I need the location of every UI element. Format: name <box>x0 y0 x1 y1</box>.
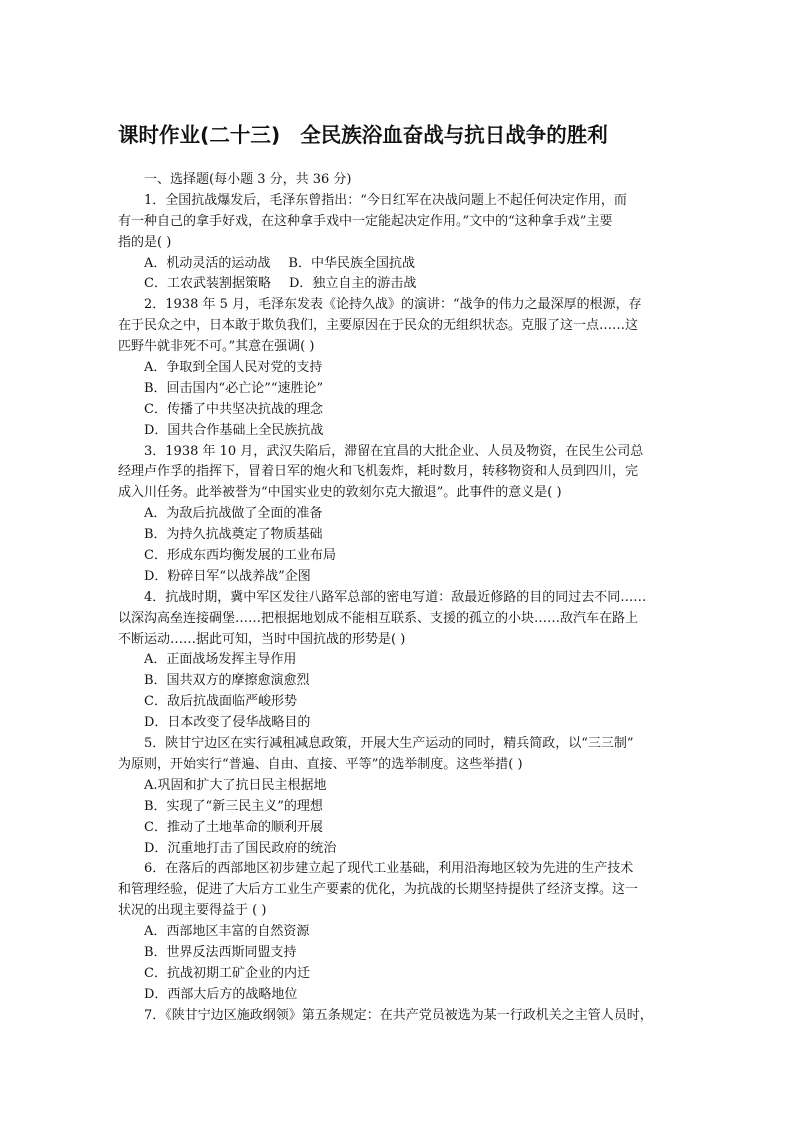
question-line: 5．陕甘宁边区在实行减租减息政策，开展大生产运动的同时，精兵简政，以“三三制” <box>144 736 634 752</box>
option-item: D．西部大后方的战略地位 <box>144 986 298 1002</box>
option-item: D．日本改变了侵华战略目的 <box>144 715 311 731</box>
question-line: 指的是( ) <box>118 234 172 250</box>
question-line: 6．在落后的西部地区初步建立起了现代工业基础，利用沿海地区较为先进的生产技术 <box>144 861 634 877</box>
title-main: 课时作业(二十三) <box>118 123 281 147</box>
question-line: 7．《陕甘宁边区施政纲领》第五条规定：在共产党员被选为某一行政机关之主管人员时， <box>144 1007 653 1023</box>
option-item: D．沉重地打击了国民政府的统治 <box>144 840 337 856</box>
option-item: A．西部地区丰富的自然资源 <box>144 924 310 940</box>
option-item: C．抗战初期工矿企业的内迁 <box>144 965 310 981</box>
question-line: 以深沟高垒连接碉堡……把根据地划成不能相互联系、支援的孤立的小块……敌汽车在路上 <box>118 610 639 626</box>
option-item: B．回击国内“必亡论”“速胜论” <box>144 380 324 396</box>
option-item: A．争取到全国人民对党的支持 <box>144 360 323 376</box>
option-row <box>118 254 678 275</box>
option-item: A.巩固和扩大了抗日民主根据地 <box>144 777 327 793</box>
option-item: C．传播了中共坚决抗战的理念 <box>144 401 323 417</box>
question-line: 在于民众之中，日本敢于欺负我们，主要原因在于民众的无组织状态。克服了这一点……这 <box>118 318 639 334</box>
option-item: B．为持久抗战奠定了物质基础 <box>144 527 323 543</box>
question-line: 4．抗战时期，冀中军区发往八路军总部的密电写道：敌最近修路的目的同过去不同…… <box>144 589 647 605</box>
option-item: C．推动了土地革命的顺利开展 <box>144 819 323 835</box>
option-item: D．国共合作基础上全民族抗战 <box>144 422 324 438</box>
question-line: 3．1938 年 10 月，武汉失陷后，滞留在宜昌的大批企业、人员及物资，在民生公司总 <box>144 443 644 459</box>
option-item: C．敌后抗战面临严峻形势 <box>144 694 297 710</box>
question-line: 状况的出现主要得益于 ( ) <box>118 903 267 919</box>
page-title <box>118 118 718 148</box>
question-line: 不断运动……据此可知，当时中国抗战的形势是( ) <box>118 631 406 647</box>
option-row <box>118 274 678 295</box>
option-item: D．独立自主的游击战 <box>288 276 417 292</box>
question-line: 有一种自己的拿手好戏，在这种拿手戏中一定能起决定作用。”文中的“这种拿手戏”主要 <box>118 213 613 229</box>
option-item: A．机动灵活的运动战 <box>144 255 271 271</box>
option-item: C．工农武装割据策略 <box>144 276 271 292</box>
question-line: 2．1938 年 5 月，毛泽东发表《论持久战》的演讲：“战争的伟力之最深厚的根源，存 <box>144 297 642 313</box>
option-item: D．粉碎日军“以战养战”企图 <box>144 568 311 584</box>
option-item: B．实现了“新三民主义”的理想 <box>144 798 323 814</box>
option-item: B．世界反法西斯同盟支持 <box>144 944 297 960</box>
title-sub: 全民族浴血奋战与抗日战争的胜利 <box>300 123 608 147</box>
question-line: 成入川任务。此举被誉为“中国实业史的敦刻尔克大撤退”。此事件的意义是( ) <box>118 485 562 501</box>
question-line: 1．全国抗战爆发后，毛泽东曾指出：“今日红军在决战问题上不起任何决定作用，而 <box>144 192 627 208</box>
question-body <box>118 170 678 1027</box>
question-line: 为原则，开始实行“普遍、自由、直接、平等”的选举制度。这些举措( ) <box>118 756 523 772</box>
question-line: 匹野牛就非死不可。”其意在强调( ) <box>118 339 315 355</box>
option-item: A．正面战场发挥主导作用 <box>144 652 297 668</box>
option-item: B．中华民族全国抗战 <box>288 255 415 271</box>
section-heading: 一、选择题(每小题 3 分，共 36 分) <box>144 172 352 187</box>
option-item: B．国共双方的摩擦愈演愈烈 <box>144 673 310 689</box>
question-line: 经理卢作孚的指挥下，冒着日军的炮火和飞机轰炸，耗时数月，转移物资和人员到四川，完 <box>118 464 639 480</box>
option-item: A．为敌后抗战做了全面的准备 <box>144 506 323 522</box>
option-item: C．形成东西均衡发展的工业布局 <box>144 548 336 564</box>
question-line: 和管理经验，促进了大后方工业生产要素的优化，为抗战的长期坚持提供了经济支撑。这一 <box>118 882 639 898</box>
